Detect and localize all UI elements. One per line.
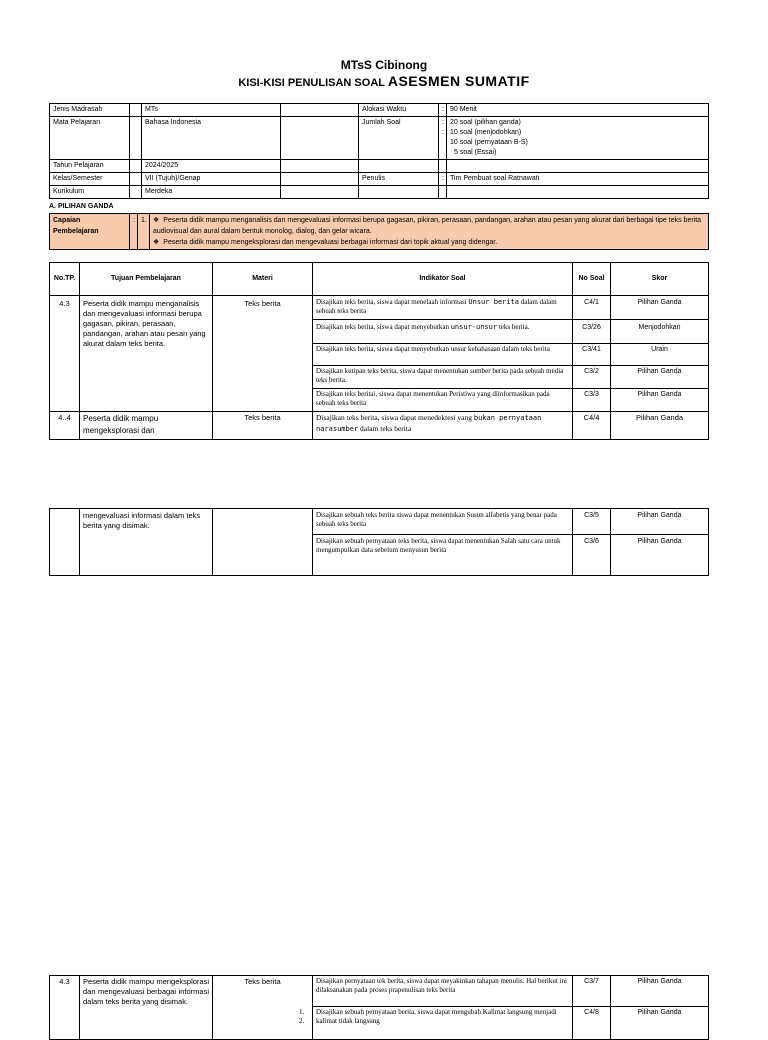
indikator-item: Disajikan teks berita, siswa dapat menyebutkan unsur kebahasaan dalam teks berita — [313, 344, 572, 366]
capaian-table — [49, 213, 709, 250]
alokasi-value: 90 Menit — [447, 104, 709, 117]
jumlah-label: Jumlah Soal — [359, 117, 439, 160]
capaian-colon: : — [130, 214, 138, 250]
diamond-bullet-icon: ❖ — [153, 217, 160, 224]
mapel-value: Bahasa Indonesia — [142, 117, 281, 160]
materi-cell: Teks berita — [213, 976, 313, 1040]
alokasi-label: Alokasi Waktu — [359, 104, 439, 117]
jenis-label: Jenis Madrasah — [50, 104, 130, 117]
indikator-item: Disajikan pernyataan tek berita, siswa dapat meyakinkan tahapan menulis. Hal berikut ini dilaksanakan pada proses prapenulisan teks berita — [313, 976, 572, 1007]
school-name: MTsS Cibinong — [340, 58, 428, 72]
no-soal-cell: C3/7 C4/8 — [573, 976, 611, 1040]
kelas-value: VII (Tujuh)/Genap — [142, 173, 281, 186]
header-indikator: Indikator Soal — [313, 263, 573, 296]
kisi-table-1 — [49, 262, 709, 440]
tahun-value: 2024/2025 — [142, 160, 281, 173]
info-table — [49, 103, 709, 199]
header-skor: Skor — [611, 263, 709, 296]
tujuan-cell: Peserta didik mampu mengeksplorasi dan mengevaluasi berbagai informasi dalam teks berita yang disimak. — [80, 976, 213, 1040]
no-soal-cell: C3/5 C3/6 — [573, 509, 611, 576]
section-label: A. PILIHAN GANDA — [49, 203, 114, 210]
indikator-item: 1. 2. Disajikan sebuah pernyataan berita, siswa dapat mengubah Kalimat langsung menjadi kalimat tidak langsung — [299, 1008, 557, 1025]
materi-cell: Teks berita — [213, 296, 313, 412]
no-tp-cell: 4.3 — [50, 976, 80, 1040]
indikator-item: Disajikan kutipan teks berita, siswa dapat menentukan sumber berita pada sebuah media teks berita. — [313, 366, 572, 389]
tujuan-cell: Peserta didik mampu menganalisis dan mengevaluasi informasi berupa gagasan, pikiran, perasaan, pandangan, arahan atau pesan yang akurat dalam teks berita. — [80, 296, 213, 412]
skor-cell: Pilihan Ganda Pilihan Ganda — [611, 976, 709, 1040]
jumlah-values: 20 soal (pilihan ganda) 10 soal (menjodohkan) 10 soal (pernyataan B-S) 5 soal (Essai) — [447, 117, 709, 160]
indikator-item: Disajikan teks berita, siswa dapat menyebutkan unsur-unsur teks berita. — [313, 320, 572, 344]
penulis-label: Penulis — [359, 173, 439, 186]
kisi-table-3 — [49, 975, 709, 1040]
no-tp-cell: 4.3 — [50, 296, 80, 412]
indikator-cell — [313, 509, 573, 576]
skor-cell: Pilihan Ganda — [611, 412, 709, 440]
indikator-item: Disajikan sebuah teks berita siswa dapat menentukan Susun alfabetis yang benar pada sebuah teks berita — [313, 509, 572, 535]
materi-cell: Teks berita — [213, 412, 313, 440]
table-row — [50, 412, 709, 440]
diamond-bullet-icon: ❖ — [153, 239, 160, 246]
header-materi: Materi — [213, 263, 313, 296]
colon: : — [439, 173, 447, 186]
no-soal-cell: C4/1 C3/26 C3/41 C3/2 C3/3 — [573, 296, 611, 412]
capaian-number: 1. — [138, 214, 150, 250]
kurikulum-label: Kurikulum — [50, 186, 130, 199]
header-no-soal: No Soal — [573, 263, 611, 296]
skor-cell: Pilihan Ganda Pilihan Ganda — [611, 509, 709, 576]
indikator-cell — [299, 976, 573, 1040]
document-title — [0, 73, 768, 89]
colon-stack: : : — [439, 117, 447, 160]
kisi-table-2 — [49, 508, 709, 576]
no-soal-cell: C4/4 — [573, 412, 611, 440]
jenis-value: MTs — [142, 104, 281, 117]
table-row — [50, 509, 709, 576]
header-no-tp: No.TP. — [50, 263, 80, 296]
colon: : — [439, 104, 447, 117]
header-tujuan: Tujuan Pembelajaran — [80, 263, 213, 296]
penulis-value: Tim Pembuat soal Ratnawati — [447, 173, 709, 186]
indikator-item: Disajikan sebuah pernyataan teks berita, siswa dapat menentukan Salah satu cara untuk mengumpulkan data sebelum menyusun berita — [316, 537, 561, 554]
capaian-label: Capaian Pembelajaran — [50, 214, 130, 250]
capaian-items — [150, 214, 709, 250]
indikator-item: Disajikan teks berita, siswa dapat menelaah informasi Unsur berita dalam dalam sebuah teks berita — [313, 296, 572, 320]
skor-cell: Pilihan Ganda Menjodohkan Urain Pilihan Ganda Pilihan Ganda — [611, 296, 709, 412]
tahun-label: Tahun Pelajaran — [50, 160, 130, 173]
indikator-cell: Disajikan teks berita, siswa dapat menedektesi yang bukan pernyataan narasumber dalam teks berita — [313, 412, 573, 440]
table-row — [50, 976, 709, 1040]
title-prefix: KISI-KISI PENULISAN SOAL — [238, 77, 385, 89]
indikator-cell — [313, 296, 573, 412]
list-item: ❖ Peserta didik mampu menganalisis dan mengevaluasi informasi berupa gagasan, pikiran, perasaan, pandangan, arahan atau pesan yang akurat dari berbagai tipe teks berita audiovisual dan aural dalam bentuk monolog, dialog, dan gelar wicara. — [153, 217, 702, 235]
table-row — [50, 296, 709, 412]
mapel-label: Mata Pelajaran — [50, 117, 130, 160]
tujuan-cell: mengevaluasi informasi dalam teks berita yang disimak. — [80, 509, 213, 576]
kurikulum-value: Merdeka — [142, 186, 281, 199]
title-main: ASESMEN SUMATIF — [387, 73, 530, 89]
list-item: ❖ Peserta didik mampu mengeksplorasi dan mengevaluasi berbagai informasi dari topik aktual yang didengar. — [153, 239, 498, 246]
kelas-label: Kelas/Semester — [50, 173, 130, 186]
indikator-item: Disajikan teks beritai, siswa dapat menentukan Peristiwa yang diinformasikan pada sebuah teks berita — [316, 390, 550, 407]
tujuan-cell: Peserta didik mampu mengeksplorasi dan — [80, 412, 213, 440]
no-tp-cell: 4..4 — [50, 412, 80, 440]
